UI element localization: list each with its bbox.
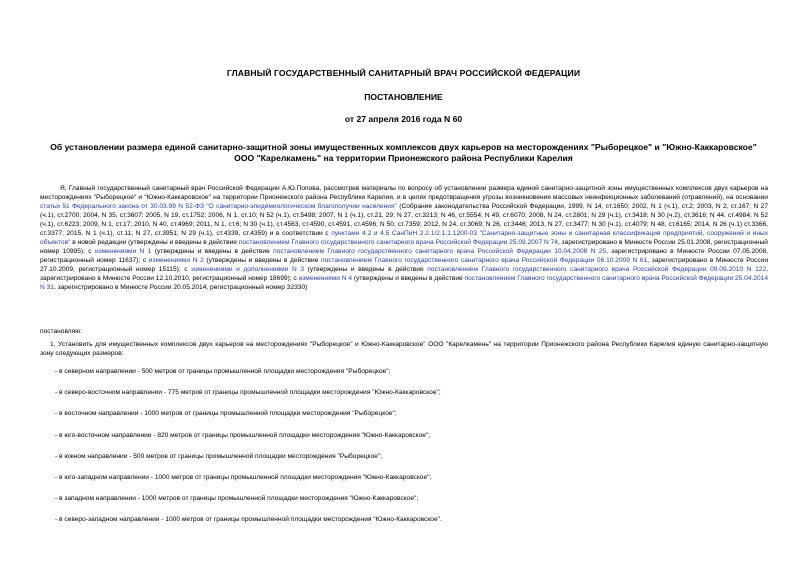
zone-direction-north: - в северном направлении - 500 метров от границы промышленной площадки месторождения "Рыборецкое"; (55, 368, 391, 375)
intro-text: в новой редакции (утверждены и введены в действие (70, 239, 239, 246)
zone-direction-west: - в западном направлении - 1000 метров от границы промышленной площадки месторождения "Южно-Каккаровское"; (55, 495, 419, 502)
document-date-number: от 27 апреля 2016 года N 60 (344, 114, 463, 124)
sanpin-link[interactable]: пунктами 4.2 и 4.5 СанПиН 2.2.1/2.1.1.1200-03 "Санитарно-защитные зоны и санитарная классификация предприятий, сооружений и иных объектов" (40, 230, 768, 246)
intro-text: , зарегистрировано в Минюсте России 20.05.2014, регистрационный номер 32330) (53, 284, 308, 291)
zone-direction-northwest: - в северо-западном направлении - 1000 метров от границы промышленной площадки месторождения "Южно-Каккаровское". (55, 516, 442, 523)
clause-1: 1. Установить для имущественных комплексов двух карьеров на месторождениях "Рыборецкое" и Южно-Каккаровское" ООО "Карелкамень" на территории Прионежского района Республики Карелия единую санитарно-защитную зону следующих размеров: (40, 341, 768, 357)
intro-text: Я, Главный государственный санитарный врач Российской Федерации А.Ю.Попова, рассмотрев материалы по вопросу об установлении размера единой санитарно-защитной зоны имущественных комплексов двух карьеров на месторождениях "Рыборецкое" и "Южно-Каккаровское" на территории Прионежского района Республики Карелия, и в целях предотвращения угрозы возникновения массовых неинфекционных заболеваний (отравлений), на основании (40, 185, 768, 201)
intro-text: , зарегистрировано в Минюсте России 12.10.2010, регистрационный номер 18699); с (40, 266, 768, 282)
zone-direction-east: - в восточном направлении - 1000 метров от границы промышленной площадки месторождения "Рыборецкое"; (55, 410, 397, 417)
zone-direction-south: - в южном направлении - 500 метров от границы промышленной площадки месторождения "Рыборецкое"; (55, 453, 383, 460)
law-link-article-51[interactable]: статьи 51 Федерального закона от 30.03.99 N 52-ФЗ "О санитарно-эпидемиологическом благополучии населения" (40, 203, 397, 210)
resolution-link-31[interactable]: постановлением Главного государственного санитарного врача Российской Федерации 25.04.2014 N 31 (40, 275, 768, 291)
intro-paragraph (40, 184, 768, 292)
amendment-link-1[interactable]: изменениями N 1 (94, 248, 152, 255)
intro-text: (утверждены и введены в действие (151, 248, 274, 255)
amendment-link-4[interactable]: изменениями N 4 (298, 275, 353, 282)
resolves-label: постановляю: (40, 328, 83, 335)
resolution-link-61[interactable]: постановлением Главного государственного санитарного врача Российской Федерации 06.10.2009 N 61 (321, 257, 648, 264)
intro-text: (утверждены и введены в действие (304, 266, 428, 273)
zone-direction-southeast: - в юго-восточном направлении - 820 метров от границы промышленной площадки месторождения "Южно-Каккаровское"; (55, 432, 431, 439)
document-title: Об установлении размера единой санитарно-защитной зоны имущественных комплексов двух карьеров на месторождениях "Рыборецкое" и "Южно-Каккаровское" ООО "Карелкамень" на территории Прионежского района Республики Карелия (50, 142, 757, 163)
intro-text: (Собрание законодательства Российской Федерации, 1999, N 14, ст.1650; 2002, N 1 (ч.1), ст.2; 2003, N 2, ст.167; N 27 (ч.1), ст.2700; 2004, N 35, ст.3607; 2005, N 19, ст.1752; 2006, N 1, ст.10; N 52 (ч.1), ст.5498; 2007, N 1 (ч.1), ст.21, 29; N 27, ст.3213; N 46, ст.5554; N 49, ст.6070; 2008, N 24, ст.2801; N 29 (ч.1), ст.3418; N 30 (ч.2), ст.3616; N 44, ст.4984; N 52 (ч.1), ст.6223; 2009, N 1, ст.17; 2010, N 40, ст.4969; 2011, N 1, ст.6; N 30 (ч.1), ст.4563, ст.4590, ст.4591, ст.4596; N 50, ст.7359; 2012, N 24, ст.3069; N 26, ст.3446; 2013, N 27, ст.3477; N 30 (ч.1), ст.4079; N 48, ст.6165; 2014, N 26 (ч.1) ст.3366, ст.3377; 2015, N 1 (ч.1), ст.11; N 27, ст.3951; N 29 (ч.1), ст.4339, ст.4359) и в соответствии с (40, 203, 768, 237)
zone-direction-southwest: - в юго-западном направлении - 1000 метров от границы промышленной площадки месторождения "Южно-Каккаровское"; (55, 474, 432, 481)
intro-text: (утверждены и введены в действие (203, 257, 321, 264)
intro-text: , зарегистрировано в Минюсте России 25.01.2008, регистрационный номер 10995); с (40, 239, 768, 255)
resolution-link-25[interactable]: постановлением Главного государственного санитарного врача Российской Федерации 10.04.2008 N 25 (273, 248, 607, 255)
intro-text: , зарегистрировано в Минюсте России 07.05.2008, регистрационный номер 11637); с (40, 248, 768, 264)
issuing-authority: ГЛАВНЫЙ ГОСУДАРСТВЕННЫЙ САНИТАРНЫЙ ВРАЧ РОССИЙСКОЙ ФЕДЕРАЦИИ (226, 68, 581, 78)
intro-text: , зарегистрировано в Минюсте России 27.10.2009, регистрационный номер 15115); с (40, 257, 769, 273)
intro-text: (утверждены и введены в действие (352, 275, 465, 282)
zone-direction-northeast: - в северо-восточном направлении - 775 метров от границы промышленной площадки месторождения "Южно-Каккаровское"; (55, 389, 441, 396)
resolution-link-122[interactable]: постановлением Главного государственного санитарного врача Российской Федерации 09.09.2010 N 122 (427, 266, 767, 273)
amendment-link-2[interactable]: изменениями N 2 (148, 257, 204, 264)
document-type: ПОСТАНОВЛЕНИЕ (364, 92, 443, 102)
amendment-link-3[interactable]: изменениями и дополнениями N 3 (191, 266, 305, 273)
resolution-link-74[interactable]: постановлением Главного государственного санитарного врача Российской Федерации 25.09.2007 N 74 (238, 239, 558, 246)
